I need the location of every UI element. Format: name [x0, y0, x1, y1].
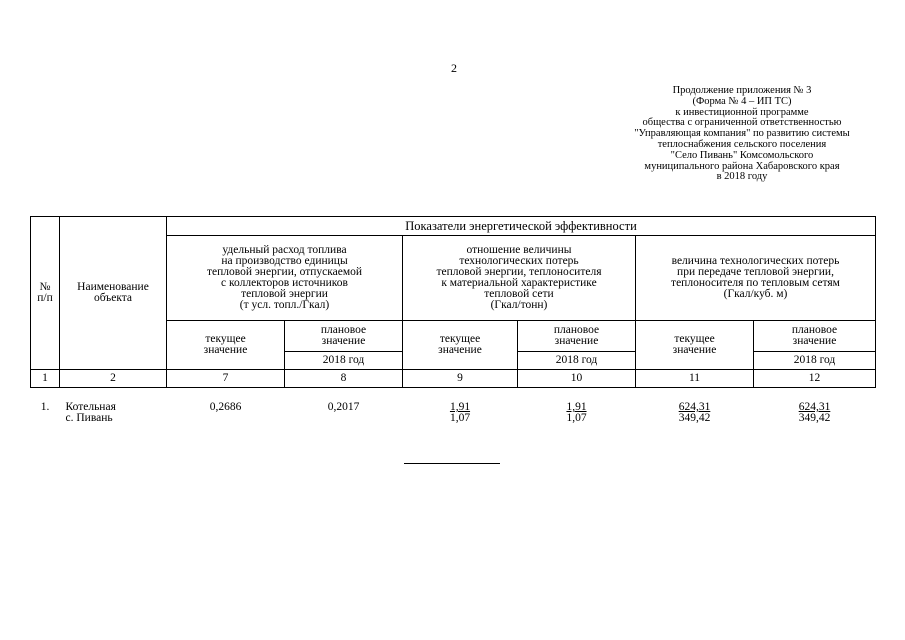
row-object-name: Котельная с. Пивань: [65, 401, 116, 424]
numerator: 1,91: [449, 401, 471, 413]
numerator: 1,91: [566, 401, 587, 413]
column-number: 2: [60, 370, 167, 388]
header-line: к инвестиционной программе: [675, 106, 809, 118]
cell-tech-losses-planned: [754, 388, 876, 443]
row-num: 1.: [40, 401, 50, 413]
header-line: общества с ограниченной ответственностью: [642, 117, 842, 129]
subheader-current: текущее значение: [636, 321, 754, 370]
denominator: 349,42: [678, 412, 711, 424]
column-number: 12: [754, 370, 876, 388]
header-line: "Село Пивань" Комсомольского: [670, 149, 814, 161]
header-line: Продолжение приложения № 3: [672, 85, 812, 96]
col-header-num: № п/п: [31, 217, 60, 370]
subheader-year: 2018 год: [285, 352, 403, 370]
column-number: 11: [636, 370, 754, 388]
cell-loss-ratio-planned: [518, 388, 636, 443]
subheader-current: текущее значение: [403, 321, 518, 370]
header-line: "Управляющая компания" по развитию системы: [634, 128, 850, 140]
header-line: теплоснабжения сельского поселения: [657, 138, 827, 150]
appendix-header: [598, 86, 886, 183]
cell-tech-losses-current: [636, 388, 754, 443]
header-line: муниципального района Хабаровского края: [644, 160, 840, 172]
indicator-header-fuel: удельный расход топлива на производство единицы тепловой энергии, отпускаемой с коллекторов источников тепловой энергии (т усл. топл./Гкал): [167, 236, 403, 321]
table-row: [31, 388, 876, 443]
column-number: 8: [285, 370, 403, 388]
denominator: 1,07: [449, 412, 471, 424]
cell-fuel-planned: 0,2017: [327, 401, 360, 413]
indicator-header-loss-ratio: отношение величины технологических потерь тепловой энергии, теплоносителя к материальной характеристике тепловой сети (Гкал/тонн): [403, 236, 636, 321]
header-line: в 2018 году: [716, 171, 768, 183]
cell-fuel-current: 0,2686: [209, 401, 242, 413]
cell-loss-ratio-current: [403, 388, 518, 443]
column-number: 7: [167, 370, 285, 388]
energy-efficiency-table: [30, 216, 876, 442]
column-number: 1: [31, 370, 60, 388]
subheader-planned: плановое значение: [518, 321, 636, 352]
col-header-name: Наименование объекта: [60, 217, 167, 370]
page-number: 2: [451, 61, 457, 75]
subheader-planned: плановое значение: [285, 321, 403, 352]
subheader-current: текущее значение: [167, 321, 285, 370]
indicator-header-tech-losses: величина технологических потерь при передаче тепловой энергии, теплоносителя по тепловым сетям (Гкал/куб. м): [636, 236, 876, 321]
numerator: 624,31: [678, 401, 711, 413]
subheader-year: 2018 год: [754, 352, 876, 370]
column-number: 10: [518, 370, 636, 388]
numerator: 624,31: [798, 401, 831, 413]
column-number: 9: [403, 370, 518, 388]
subheader-year: 2018 год: [518, 352, 636, 370]
group-header-title: Показатели энергетической эффективности: [167, 217, 876, 236]
subheader-planned: плановое значение: [754, 321, 876, 352]
denominator: 1,07: [566, 412, 587, 424]
header-line: (Форма № 4 – ИП ТС): [692, 95, 792, 107]
footer-divider: [404, 463, 500, 464]
denominator: 349,42: [798, 412, 831, 424]
